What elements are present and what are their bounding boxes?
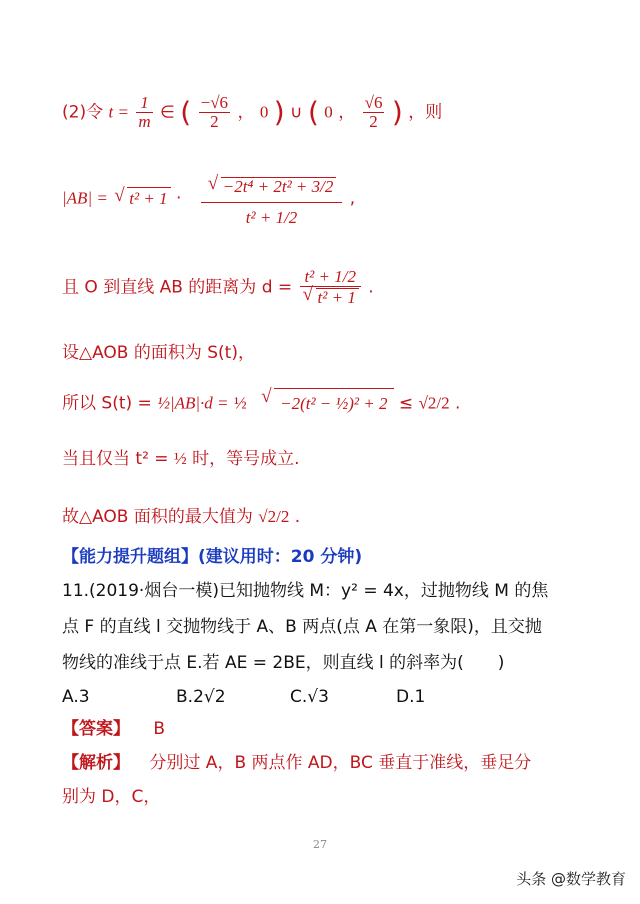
option-d: D.1 bbox=[396, 687, 426, 707]
answer-value: B bbox=[153, 719, 166, 739]
distance-fraction bbox=[300, 268, 361, 307]
frac-den: m bbox=[138, 112, 151, 131]
half-ab: ½|AB|·d = bbox=[157, 393, 229, 413]
area-result: √2/2 bbox=[418, 393, 450, 413]
area-tail: . bbox=[455, 393, 461, 414]
distance-den bbox=[300, 287, 361, 307]
question-line-2: 点 F 的直线 l 交抛物线于 A、B 两点(点 A 在第一象限)，且交抛 bbox=[62, 617, 542, 637]
one-over-m bbox=[136, 94, 152, 131]
equality-line bbox=[62, 448, 300, 470]
analysis-line-1 bbox=[62, 752, 531, 774]
question-line-1: 11.(2019·烟台一模)已知抛物线 M：y² = 4x，过抛物线 M 的焦 bbox=[62, 581, 549, 601]
area-lead: 所以 S(t) = bbox=[62, 393, 152, 414]
area-inner-sqrt: √ −2(t² − ½)² + 2 bbox=[274, 388, 393, 419]
ab-fraction bbox=[201, 170, 343, 227]
distance-den-sqrt: √ t² + 1 bbox=[316, 288, 359, 307]
close-bracket: ) bbox=[273, 95, 285, 129]
max-area-text: 故△AOB 面积的最大值为 bbox=[62, 507, 253, 527]
distance-text: 且 O 到直线 AB 的距离为 d = bbox=[62, 277, 293, 298]
area-def-line: 设△AOB 的面积为 S(t)， bbox=[62, 343, 255, 363]
zero-a: 0 bbox=[259, 102, 269, 122]
frac-den: 2 bbox=[210, 112, 219, 131]
ab-lhs: |AB| = bbox=[62, 188, 108, 208]
le-symbol: ≤ bbox=[398, 393, 414, 414]
close-bracket: ) bbox=[391, 95, 403, 129]
max-area-value: √2/2 bbox=[258, 507, 290, 526]
ab-denominator: t² + 1/2 bbox=[245, 207, 298, 227]
frac-num: 1 bbox=[136, 94, 152, 113]
neg-sqrt6-over-2 bbox=[199, 94, 230, 131]
max-area-tail: . bbox=[294, 507, 301, 527]
equality-tail: 时，等号成立. bbox=[192, 449, 300, 469]
ab-numerator-sqrt: √ −2t⁴ + 2t² + 3/2 bbox=[221, 177, 337, 196]
section-header: 【能力提升题组】(建议用时：20 分钟) bbox=[62, 547, 363, 567]
open-bracket: ( bbox=[307, 95, 319, 129]
distance-line bbox=[62, 268, 374, 307]
option-a: A.3 bbox=[62, 687, 90, 707]
page-number: 27 bbox=[313, 838, 327, 851]
question-line-3: 物线的准线于点 E.若 AE = 2BE，则直线 l 的斜率为( ) bbox=[62, 653, 505, 673]
frac-den: 2 bbox=[369, 112, 378, 131]
frac-num: −√6 bbox=[200, 93, 229, 112]
watermark: 头条 @数学教育 bbox=[516, 870, 626, 888]
option-c: C.√3 bbox=[290, 687, 329, 707]
in-set-symbol: ∈ bbox=[160, 102, 175, 123]
t-eq: t = bbox=[108, 102, 129, 122]
union-symbol: ∪ bbox=[290, 102, 303, 123]
option-b: B.2√2 bbox=[176, 687, 226, 707]
open-bracket: ( bbox=[180, 95, 192, 129]
analysis-line-2: 别为 D，C， bbox=[62, 787, 161, 807]
analysis-label: 【解析】 bbox=[62, 753, 130, 773]
area-formula-line bbox=[62, 388, 460, 419]
dot: · bbox=[175, 188, 182, 209]
ab-numerator bbox=[201, 170, 343, 203]
ab-formula-line bbox=[62, 170, 355, 227]
answer-label: 【答案】 bbox=[62, 719, 130, 739]
zero-b: 0 bbox=[324, 102, 333, 122]
sqrt6-over-2 bbox=[363, 94, 385, 131]
max-area-line bbox=[62, 506, 300, 528]
ab-tail: , bbox=[349, 188, 356, 209]
answer-line bbox=[62, 718, 165, 740]
then-text: ，则 bbox=[408, 102, 443, 123]
equality-text: 当且仅当 t² = bbox=[62, 449, 169, 469]
distance-num: t² + 1/2 bbox=[300, 268, 361, 287]
sqrt-t2-plus-1: √ t² + 1 bbox=[127, 187, 170, 210]
distance-tail: . bbox=[368, 277, 374, 298]
analysis-text-1: 分别过 A，B 两点作 AD，BC 垂直于准线，垂足分 bbox=[149, 753, 532, 773]
part2-line: (2)令 t = $\frac{1}{m}$ ∈ ( $\frac{-√6}{2}$ ， 0 ) ∪ ( 0 ， $\frac{√6}{2}$ ) ，则 bbox=[62, 93, 443, 131]
part2-lead: (2)令 bbox=[62, 102, 104, 123]
half: ½ bbox=[233, 393, 247, 413]
equality-value: ½ bbox=[173, 449, 187, 468]
frac-num: √6 bbox=[364, 93, 383, 112]
